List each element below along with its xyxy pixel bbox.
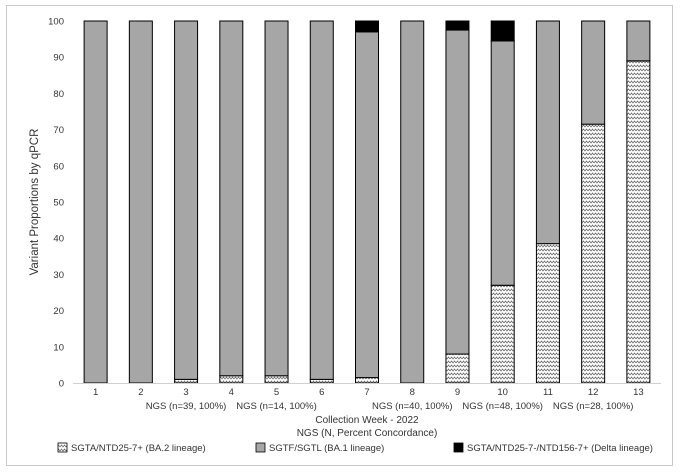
bar-segment (220, 21, 243, 376)
ngs-label: NGS (n=14, 100%) (236, 401, 317, 412)
bar-segment (129, 21, 152, 383)
y-axis-label: Variant Proportions by qPCR (29, 128, 41, 276)
ngs-label: NGS (n=39, 100%) (145, 401, 227, 412)
bar-segment (627, 21, 650, 61)
bar-stack (265, 21, 288, 383)
bar-segment (356, 32, 379, 378)
legend (58, 443, 653, 454)
y-tick-label: 60 (53, 161, 64, 173)
bar-stack (401, 21, 424, 383)
bar-stack (491, 21, 514, 383)
x-tick-label: 2 (138, 387, 144, 398)
bar-segment (446, 21, 469, 30)
bar-stack (129, 21, 152, 383)
y-tick-label: 30 (53, 269, 64, 281)
y-tick-label: 50 (53, 197, 64, 209)
bar-segment (582, 21, 605, 124)
bar-segment (446, 30, 469, 354)
legend-item (454, 443, 653, 454)
y-tick-label: 40 (53, 233, 64, 245)
bars (84, 21, 650, 383)
bar-segment (310, 379, 333, 383)
y-tick-label: 90 (53, 52, 64, 64)
ngs-label: NGS (n=48, 100%) (462, 401, 543, 412)
x-tick-label: 1 (92, 387, 99, 398)
x-tick-label: 6 (319, 387, 325, 398)
legend-label: SGTA/NTD25-7-/NTD156-7+ (Delta lineage) (467, 443, 653, 454)
bar-segment (310, 21, 333, 379)
x-tick-label: 3 (183, 387, 189, 398)
bar-stack (446, 21, 469, 383)
bar-segment (536, 21, 559, 244)
bar-segment (265, 376, 288, 383)
ngs-label: NGS (n=40, 100%) (371, 401, 453, 412)
bar-segment (175, 379, 198, 383)
bar-segment (491, 41, 514, 285)
y-tick-label: 0 (58, 378, 64, 390)
bar-segment (265, 21, 288, 376)
y-tick-label: 20 (53, 306, 64, 318)
x-axis-label: Collection Week - 2022 (315, 415, 419, 426)
bar-stack (356, 21, 379, 383)
bar-stack (175, 21, 198, 383)
bar-segment (356, 21, 379, 32)
bar-segment (446, 354, 469, 383)
bar-segment (627, 61, 650, 383)
bar-stack (582, 21, 605, 383)
y-tick-labels (48, 17, 64, 390)
x-tick-label: 10 (497, 387, 508, 398)
bar-stack (310, 21, 333, 383)
x-axis-sublabel: NGS (N, Percent Concordance) (296, 428, 438, 439)
bar-stack (220, 21, 243, 383)
legend-item (256, 443, 384, 454)
bar-segment (491, 285, 514, 383)
x-tick-labels (93, 387, 644, 398)
bar-segment (536, 244, 559, 383)
x-tick-label: 11 (542, 387, 553, 398)
bar-segment (220, 376, 243, 383)
y-tick-label: 10 (53, 342, 64, 354)
x-tick-label: 12 (587, 387, 599, 398)
y-tick-label: 70 (53, 125, 64, 137)
legend-label: SGTA/NTD25-7+ (BA.2 lineage) (71, 443, 206, 454)
ngs-labels (146, 401, 634, 412)
x-tick-label: 7 (364, 387, 370, 398)
legend-label: SGTF/SGTL (BA.1 lineage) (269, 443, 385, 454)
y-tick-label: 80 (53, 88, 64, 100)
bar-segment (491, 21, 514, 41)
legend-swatch (256, 443, 265, 452)
x-tick-label: 4 (228, 387, 234, 398)
y-tick-label: 100 (48, 16, 64, 28)
x-tick-label: 9 (454, 387, 461, 398)
bar-segment (401, 21, 424, 383)
legend-swatch (58, 443, 67, 452)
bar-segment (582, 124, 605, 383)
bar-stack (84, 21, 107, 383)
bar-stack (627, 21, 650, 383)
bar-stack (536, 21, 559, 383)
bar-segment (84, 21, 107, 383)
bar-segment (356, 378, 379, 383)
legend-swatch (454, 443, 463, 452)
x-tick-label: 8 (409, 387, 415, 398)
x-tick-label: 5 (273, 387, 280, 398)
legend-item (58, 443, 206, 454)
x-tick-label: 13 (633, 387, 644, 398)
bar-segment (175, 21, 198, 379)
ngs-label: NGS (n=28, 100%) (552, 401, 634, 412)
